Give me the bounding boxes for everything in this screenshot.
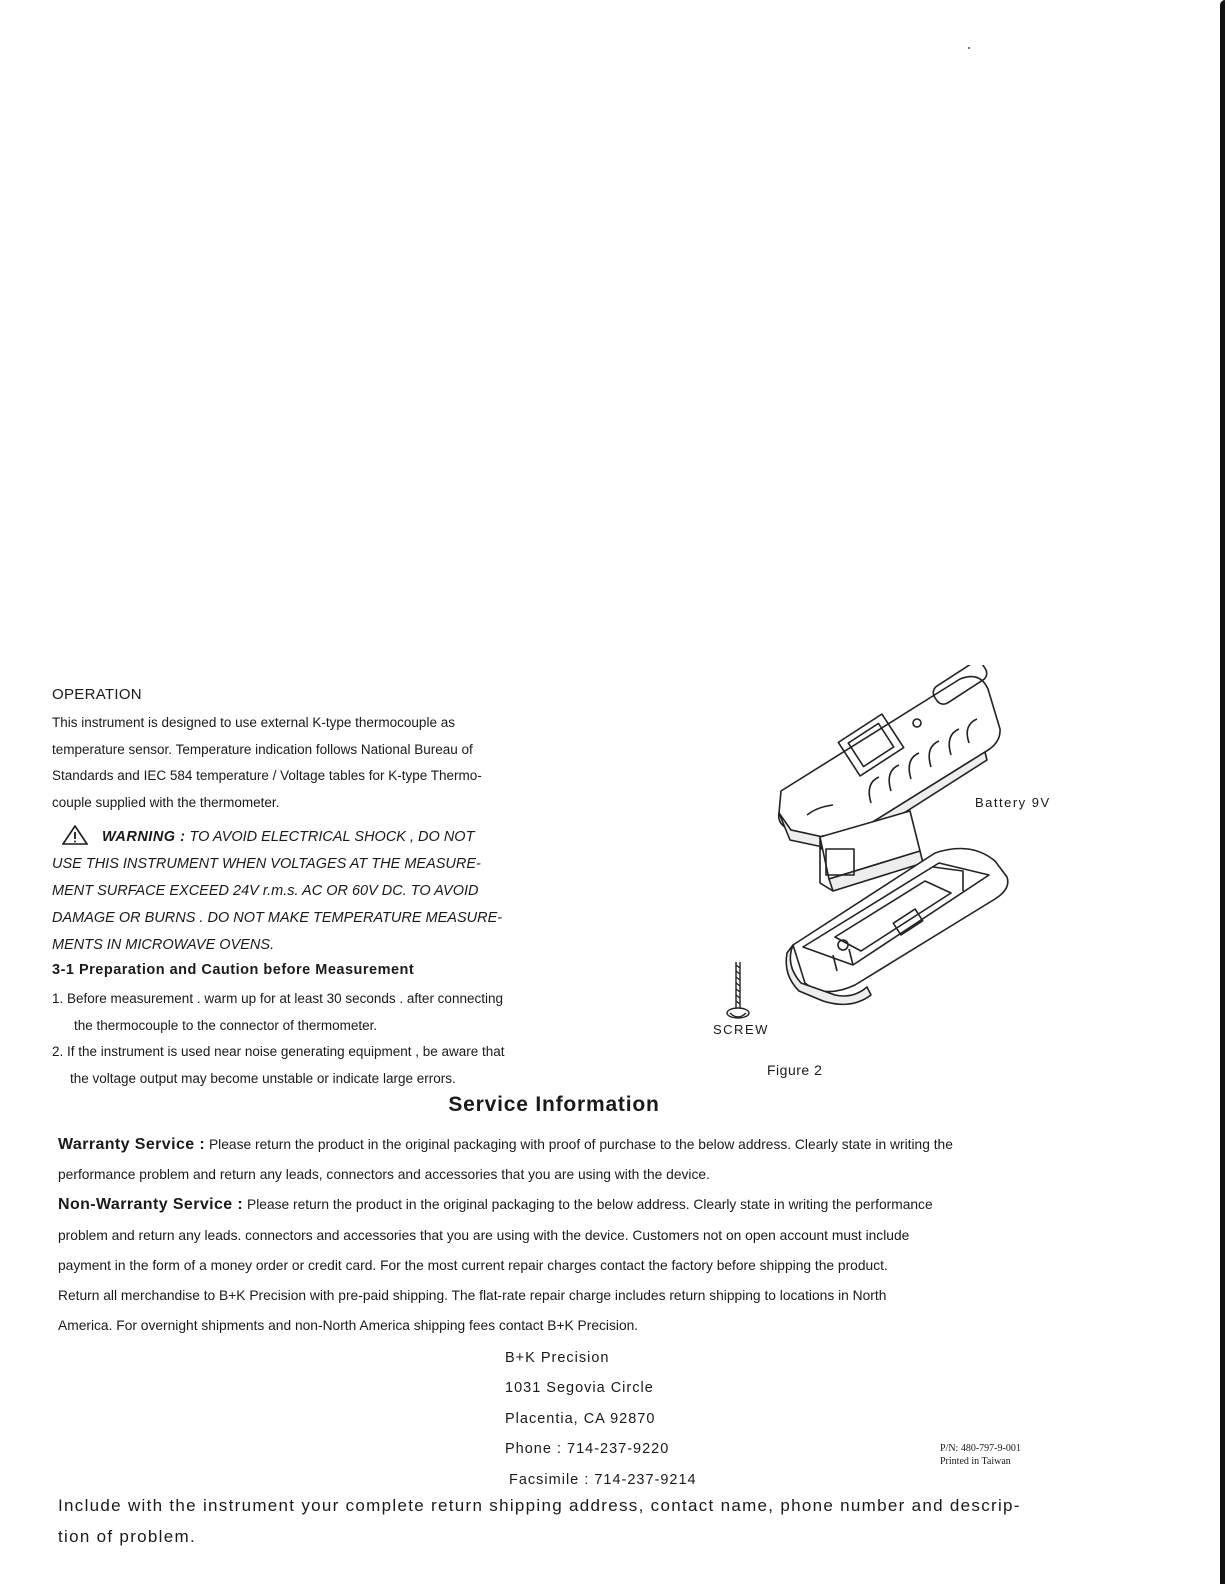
page-edge <box>1220 0 1225 1584</box>
street-address: 1031 Segovia Circle <box>505 1380 654 1397</box>
nonwarranty-line: problem and return any leads. connectors and accessories that you are using with the device. Customers not on open account must include <box>58 1227 910 1243</box>
fax-number: Facsimile : 714-237-9214 <box>509 1471 697 1488</box>
list-item: 1. Before measurement . warm up for at least 30 seconds . after connecting <box>52 991 503 1006</box>
closing-instructions <box>58 1490 1168 1552</box>
service-title: Service Information <box>448 1093 660 1116</box>
company-name: B+K Precision <box>505 1350 610 1366</box>
preparation-list <box>52 986 592 1092</box>
warning-label: WARNING : <box>102 829 186 845</box>
figure-caption: Figure 2 <box>767 1062 823 1078</box>
warranty-label: Warranty Service : <box>58 1136 206 1153</box>
nonwarranty-line: Return all merchandise to B+K Precision with pre-paid shipping. The flat-rate repair charge includes return shipping to locations in North <box>58 1288 887 1304</box>
warning-line: USE THIS INSTRUMENT WHEN VOLTAGES AT THE MEASURE- <box>52 856 481 872</box>
warning-line: DAMAGE OR BURNS . DO NOT MAKE TEMPERATURE MEASURE- <box>52 910 503 926</box>
section-heading: 3-1 Preparation and Caution before Measurement <box>52 962 415 978</box>
operation-line: This instrument is designed to use external K-type thermocouple as <box>52 715 455 730</box>
list-item: 2. If the instrument is used near noise generating equipment , be aware that <box>52 1044 505 1059</box>
battery-compartment-illustration <box>695 665 1075 1045</box>
part-number: P/N: 480-797-9-001 <box>940 1443 1021 1454</box>
warranty-text: Please return the product in the original packaging with proof of purchase to the below address. Clearly state in writing the <box>208 1137 953 1152</box>
operation-line: couple supplied with the thermometer. <box>52 794 280 810</box>
warning-line: MENT SURFACE EXCEED 24V r.m.s. AC OR 60V DC. TO AVOID <box>52 883 479 899</box>
service-address <box>505 1343 697 1495</box>
nonwarranty-text: Please return the product in the original packaging to the below address. Clearly state in writing the performance <box>247 1197 933 1213</box>
list-item-continuation: the thermocouple to the connector of thermometer. <box>74 1017 378 1033</box>
operation-line: Standards and IEC 584 temperature / Voltage tables for K-type Thermo- <box>52 768 482 783</box>
operation-line: temperature sensor. Temperature indication follows National Bureau of <box>52 741 473 757</box>
list-item-continuation: the voltage output may become unstable or indicate large errors. <box>70 1070 456 1086</box>
nonwarranty-line: payment in the form of a money order or credit card. For the most current repair charges contact the factory before shipping the product. <box>58 1257 888 1273</box>
nonwarranty-line <box>58 1190 1168 1220</box>
printed-in: Printed in Taiwan <box>940 1456 1011 1467</box>
operation-paragraph <box>52 710 572 816</box>
operation-heading: OPERATION <box>52 686 142 703</box>
warning-triangle-icon <box>62 825 88 845</box>
warning-text: TO AVOID ELECTRICAL SHOCK , DO NOT <box>189 829 475 845</box>
nonwarranty-line: America. For overnight shipments and non-North America shipping fees contact B+K Precision. <box>58 1318 639 1334</box>
phone-number: Phone : 714-237-9220 <box>505 1441 670 1458</box>
warning-line: MENTS IN MICROWAVE OVENS. <box>52 937 275 953</box>
warning-block <box>52 824 582 959</box>
warranty-line <box>58 1130 1168 1160</box>
service-body <box>58 1130 1168 1341</box>
closing-line: Include with the instrument your complete return shipping address, contact name, phone number and descrip- <box>58 1496 1021 1515</box>
closing-line: tion of problem. <box>58 1527 196 1546</box>
city-state-zip: Placentia, CA 92870 <box>505 1410 656 1427</box>
battery-label: Battery 9V <box>975 795 1051 810</box>
warning-first-line <box>52 824 582 851</box>
part-number-block <box>940 1442 1021 1468</box>
nonwarranty-label: Non-Warranty Service : <box>58 1196 244 1214</box>
warranty-line: performance problem and return any leads, connectors and accessories that you are using with the device. <box>58 1167 710 1183</box>
scan-speck <box>968 47 970 49</box>
screw-label: SCREW <box>713 1022 769 1037</box>
